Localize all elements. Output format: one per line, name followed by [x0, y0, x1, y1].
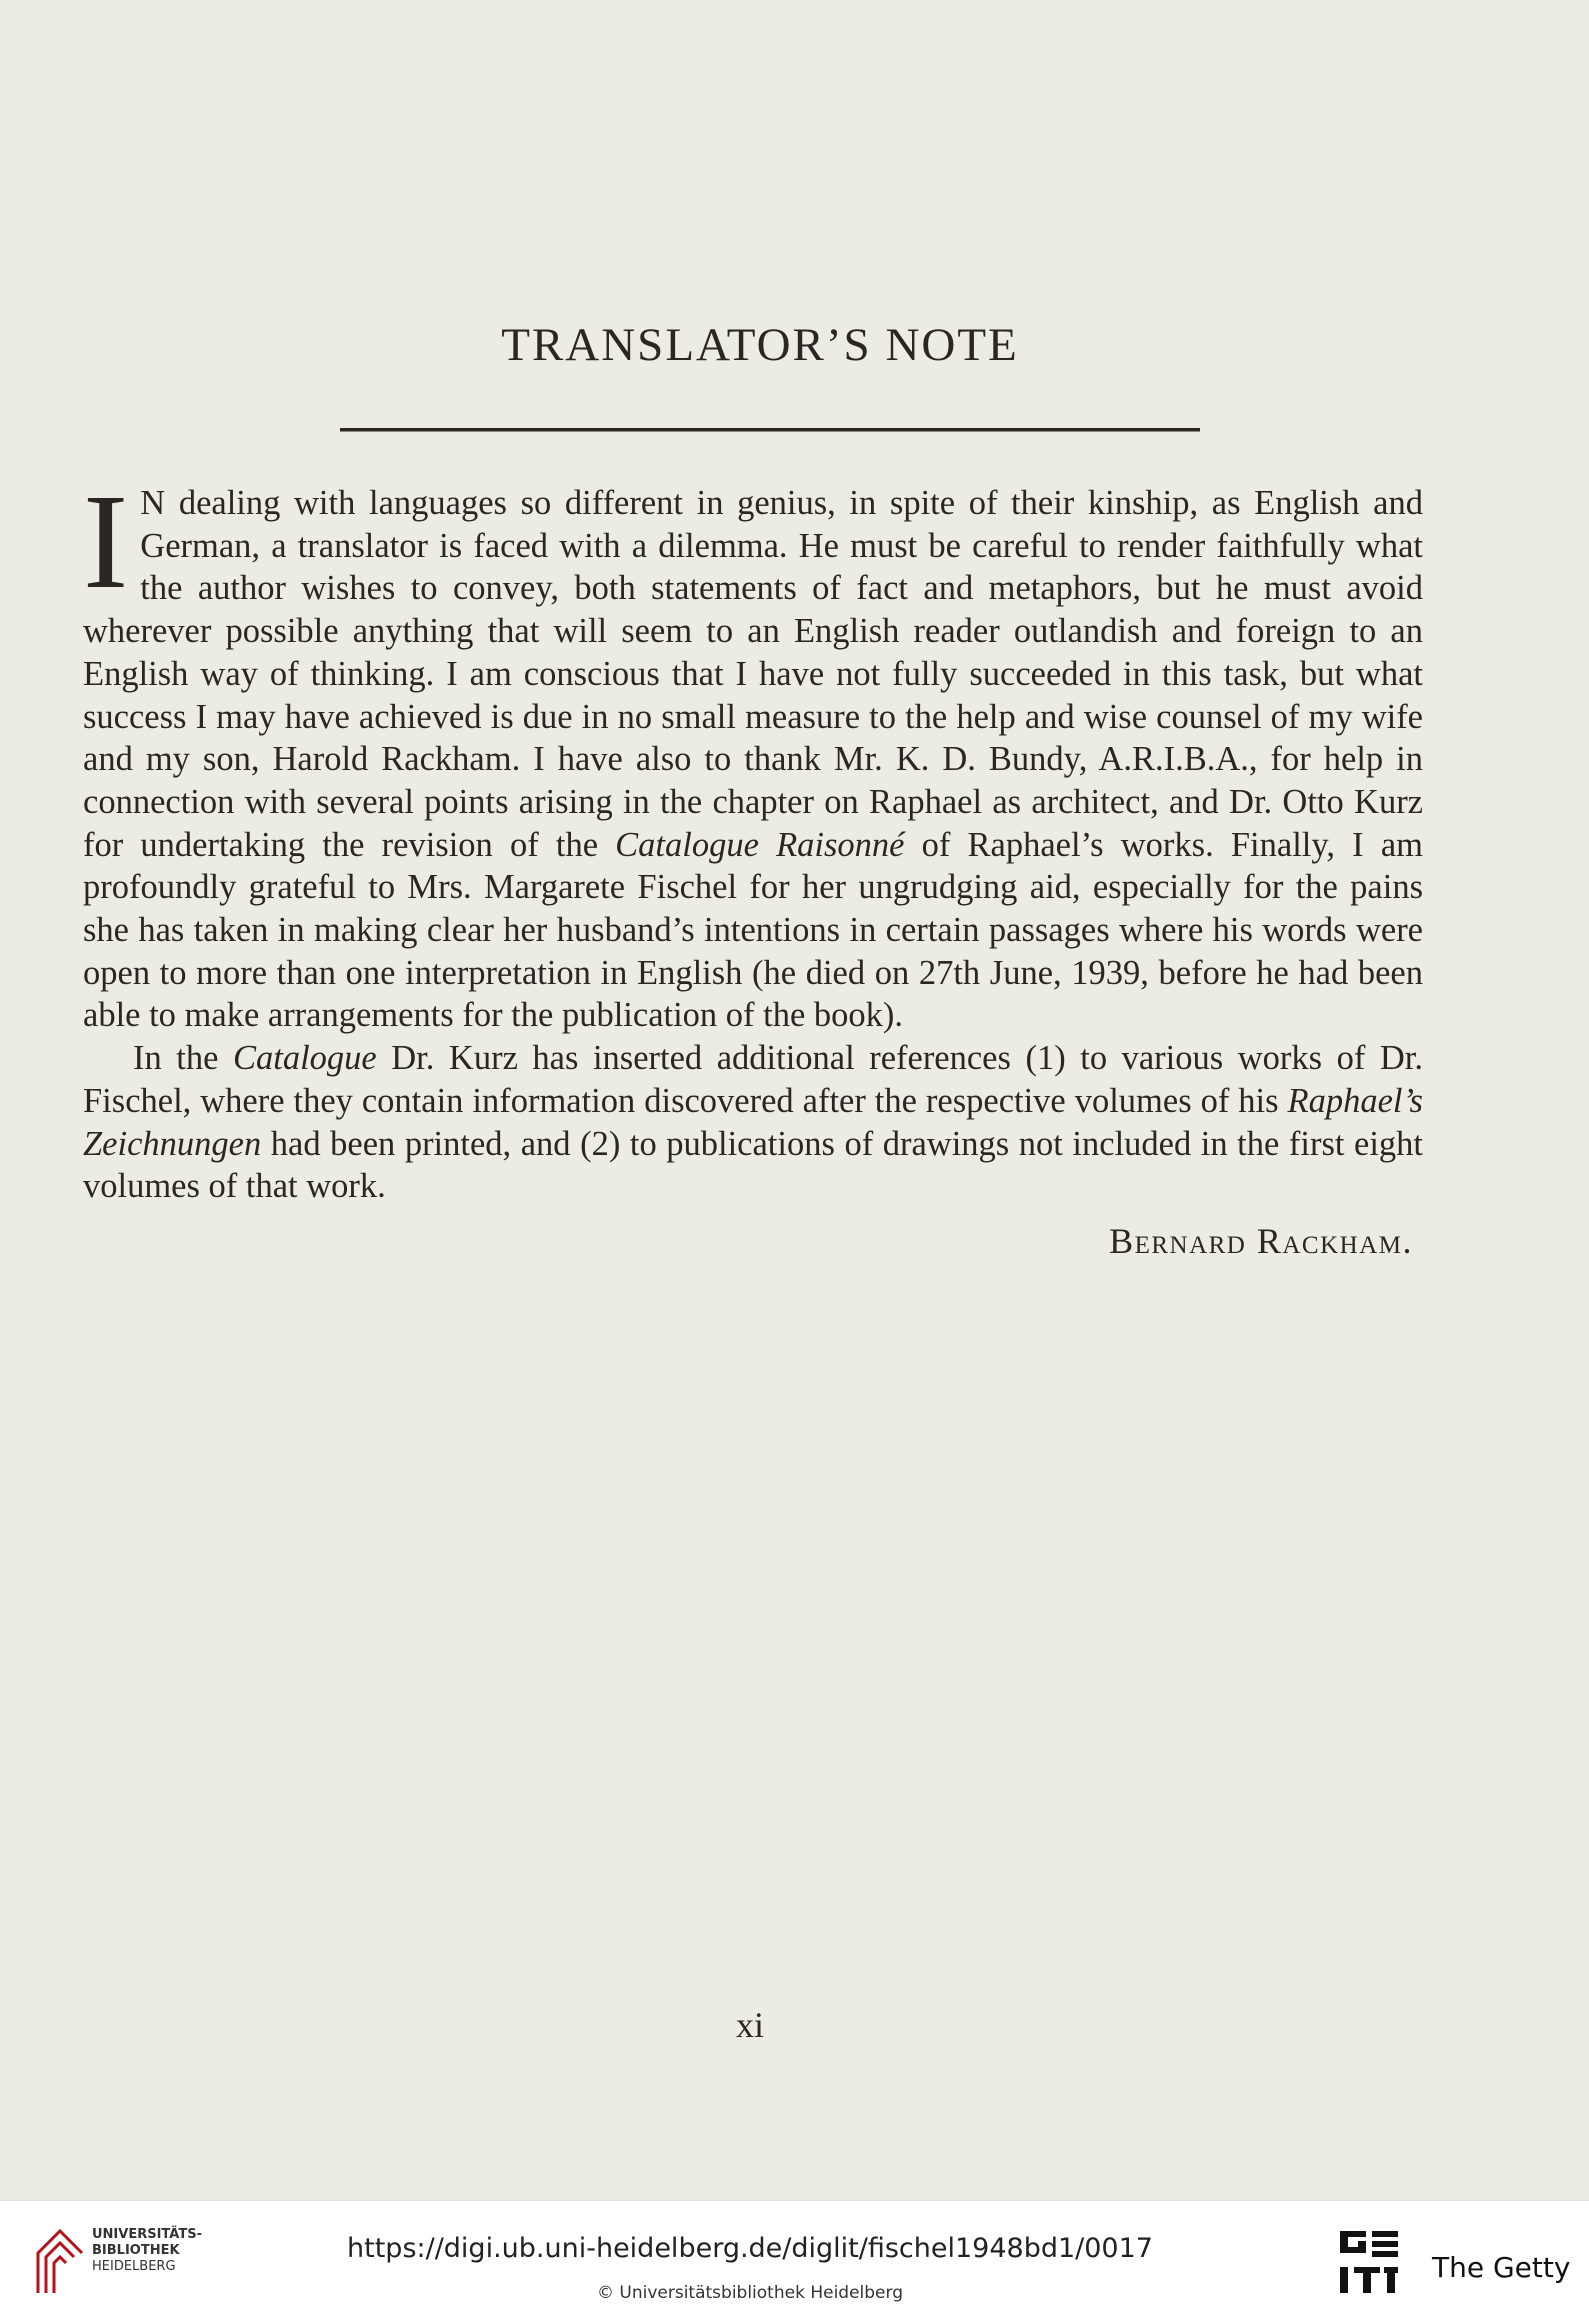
paragraph-1	[83, 467, 1423, 1037]
paragraph-1-italic: Catalogue Raisonné	[615, 825, 905, 864]
paragraph-2-text-b: Dr. Kurz has inserted additional references (1) to various works of Dr. Fischel, where they contain information discovered after the respective volumes of his	[83, 1039, 1423, 1120]
body-text	[83, 467, 1423, 1263]
paragraph-2-italic-b: Raphael’s Zeichnungen	[83, 1081, 1423, 1163]
copyright-notice: © Universitätsbibliothek Heidelberg	[596, 2283, 903, 2303]
paragraph-1-text-a: N dealing with languages so different in genius, in spite of their kinship, as English and German, a translator is faced with a dilemma. He must be careful to render faithfully what the author wishes to convey, both statements of fact and metaphors, but he must avoid wherever possible anything that will seem to an English reader outlandish and foreign to an English way of thinking. I am conscious that I have not fully succeeded in this task, but what success I may have achieved is due in no small measure to the help and wise counsel of my wife and my son, Harold Rackham. I have also to thank Mr. K. D. Bundy, A.R.I.B.A., for help in connection with several points arising in the chapter on Raphael as architect, and Dr. Otto Kurz for undertaking the revision of the	[83, 484, 1423, 864]
paragraph-1-text-b: of Raphael’s works. Finally, I am profoundly grateful to Mrs. Margarete Fischel for her ungrudging aid, especially for the pains she has taken in making clear her husband’s intentions in certain passages where his words were open to more than one interpretation in English (he died on 27th June, 1939, before he had been able to make arrangements for the publication of the book).	[83, 825, 1423, 1035]
ub-name-line2: BIBLIOTHEK	[92, 2243, 180, 2258]
footer-bar	[0, 2200, 1589, 2322]
dropcap: I	[83, 467, 129, 617]
getty-logo-icon	[1338, 2227, 1400, 2297]
ub-name-line1: UNIVERSITÄTS-	[92, 2227, 202, 2242]
signature: Bernard Rackham.	[1109, 1220, 1413, 1261]
paragraph-2-text-c: had been printed, and (2) to publications of drawings not included in the first eight volumes of that work.	[83, 1124, 1423, 1206]
paragraph-2-italic-a: Catalogue	[232, 1039, 377, 1078]
page-title: TRANSLATOR’S NOTE	[501, 319, 1019, 371]
getty-name: The Getty	[1432, 2251, 1571, 2284]
page-number: xi	[735, 2005, 764, 2045]
paragraph-2	[83, 1037, 1423, 1208]
source-url-link[interactable]: https://digi.ub.uni-heidelberg.de/diglit/fischel1948bd1/0017	[347, 2233, 1153, 2264]
ub-name-line3: HEIDELBERG	[92, 2259, 176, 2274]
paragraph-2-text-a: In the	[133, 1039, 233, 1078]
title-rule-thin	[340, 431, 1200, 432]
